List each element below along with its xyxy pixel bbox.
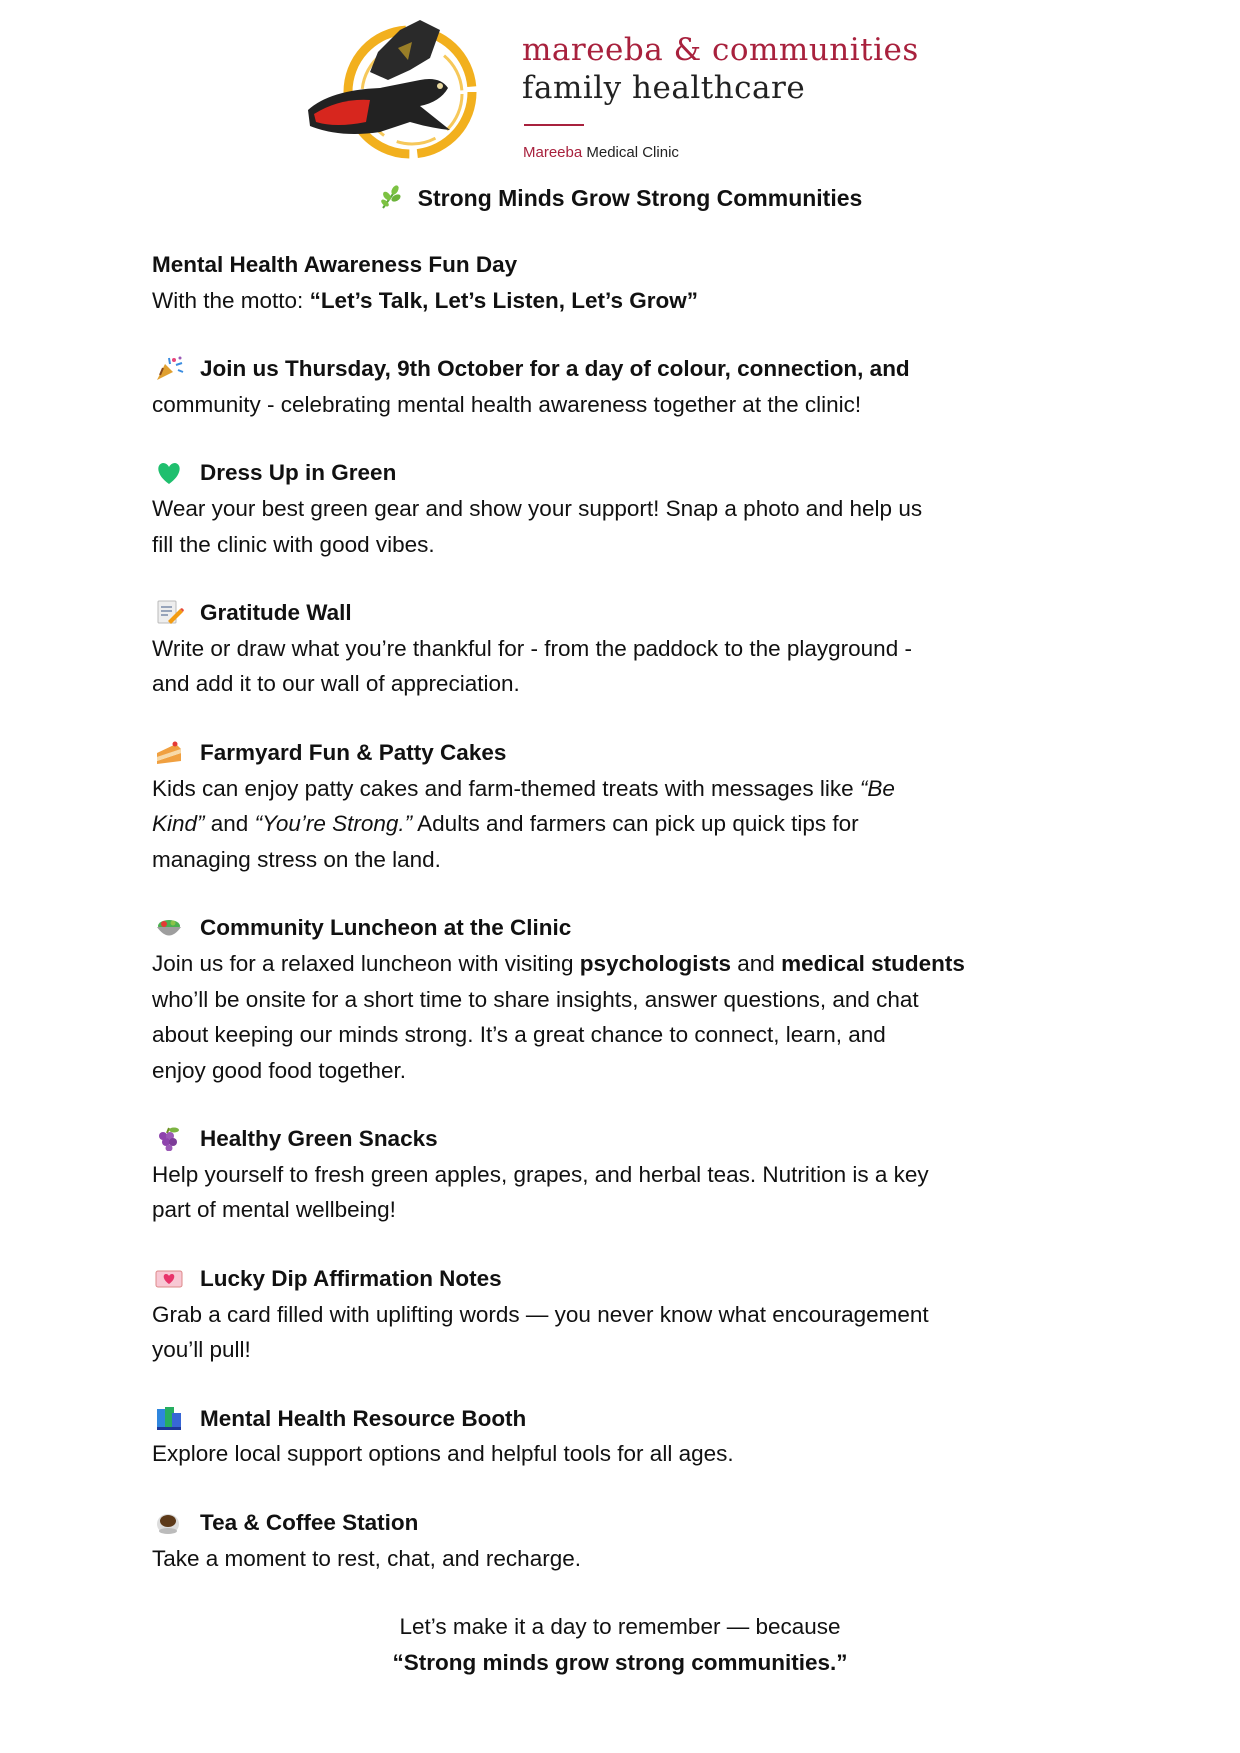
text-line [152, 387, 1112, 423]
section-tea-coffee [152, 1505, 1112, 1576]
text: who’ll be onsite for a short time to share insights, answer questions, and chat [152, 986, 919, 1012]
text: and [204, 811, 255, 837]
bold-text: Join us Thursday, 9th October [200, 356, 524, 382]
bold-text: Farmyard Fun & Patty Cakes [200, 739, 507, 765]
coffee-icon [154, 1509, 184, 1535]
love-letter-icon [154, 1265, 184, 1291]
italic-text: “You’re Strong.” [254, 811, 413, 837]
text-line [152, 631, 1112, 667]
section-community-luncheon [152, 910, 1112, 1088]
text-line [152, 806, 1112, 842]
section-healthy-snacks [152, 1121, 1112, 1228]
text: community - celebrating mental health awareness together at the clinic! [152, 391, 862, 417]
text: Join us for a relaxed luncheon with visiting [152, 950, 580, 976]
section-join-us [152, 351, 1112, 422]
text-line [152, 1157, 1112, 1193]
text-line [152, 491, 1112, 527]
section-heading [152, 1261, 1112, 1297]
books-icon [154, 1405, 184, 1431]
bold-text: Mental Health Awareness Fun Day [152, 252, 518, 277]
bold-text: Tea & Coffee Station [200, 1510, 419, 1536]
bold-text: Dress Up in Green [200, 460, 397, 486]
section-intro [152, 247, 1112, 318]
text: fill the clinic with good vibes. [152, 531, 435, 557]
section-heading [152, 735, 1112, 771]
logo-line-1: mareeba & communities [522, 32, 919, 68]
bold-text: Gratitude Wall [200, 600, 352, 626]
text-line [0, 1645, 1240, 1681]
text: Write or draw what you’re thankful for - from the paddock to the playground - [152, 635, 912, 661]
bold-text: “Let’s Talk, Let’s Listen, Let’s Grow” [309, 287, 698, 313]
clinic-logo [300, 10, 950, 170]
section-heading [152, 351, 1112, 387]
italic-text: Kind” [152, 811, 205, 837]
text: Adults and farmers can pick up quick tips for [412, 811, 859, 837]
tagline [0, 184, 1240, 212]
text: about keeping our minds strong. It’s a great chance to connect, learn, and [152, 1022, 886, 1048]
text-line [152, 946, 1112, 982]
black-cockatoo-logo-icon [300, 10, 510, 160]
bold-text: Healthy Green Snacks [200, 1126, 438, 1152]
text-line [152, 1053, 1112, 1089]
grapes-icon [154, 1125, 184, 1151]
text-line [152, 1436, 1112, 1472]
salad-icon [154, 914, 184, 940]
text: With the motto: [152, 287, 310, 313]
green-heart-icon [154, 459, 184, 485]
bold-text: medical students [781, 950, 965, 976]
section-heading [152, 1121, 1112, 1157]
text: Help yourself to fresh green apples, grapes, and herbal teas. Nutrition is a key [152, 1161, 929, 1187]
text-line [152, 842, 1112, 878]
section-resource-booth [152, 1401, 1112, 1472]
text: enjoy good food together. [152, 1057, 406, 1083]
text-line [152, 982, 1112, 1018]
section-farmyard-fun [152, 735, 1112, 877]
memo-icon [154, 599, 184, 625]
section-heading [152, 1401, 1112, 1437]
logo-clinic-town: Mareeba [523, 144, 583, 161]
text-line [152, 247, 1112, 283]
text: for a day of colour, connection, and [523, 356, 910, 382]
section-dress-up [152, 455, 1112, 562]
bold-text: psychologists [579, 950, 732, 976]
party-popper-icon [154, 355, 184, 381]
text: Kids can enjoy patty cakes and farm-themed treats with messages like [152, 775, 860, 801]
logo-divider [524, 124, 584, 126]
text: Let’s make it a day to remember — because [399, 1614, 841, 1640]
text-line [152, 666, 1112, 702]
logo-clinic-rest: Medical Clinic [582, 144, 679, 161]
tagline-text: Strong Minds Grow Strong Communities [417, 185, 863, 211]
cake-icon [154, 739, 184, 765]
text-line [152, 771, 1112, 807]
text: and add it to our wall of appreciation. [152, 671, 520, 697]
section-gratitude-wall [152, 595, 1112, 702]
text: you’ll pull! [152, 1337, 251, 1363]
text: Take a moment to rest, chat, and recharge. [152, 1545, 581, 1571]
text-line [152, 1192, 1112, 1228]
flyer-body [152, 247, 1112, 1713]
text-line [152, 1541, 1112, 1577]
text: Wear your best green gear and show your support! Snap a photo and help us [152, 495, 923, 521]
text: managing stress on the land. [152, 846, 441, 872]
bold-text: Lucky Dip Affirmation Notes [200, 1266, 502, 1292]
text: part of mental wellbeing! [152, 1197, 396, 1223]
text-line [0, 1609, 1240, 1645]
text: Explore local support options and helpful tools for all ages. [152, 1441, 734, 1467]
section-heading [152, 455, 1112, 491]
section-heading [152, 1505, 1112, 1541]
section-heading [152, 595, 1112, 631]
bold-text: “Strong minds grow strong communities.” [392, 1649, 848, 1675]
logo-clinic-name [523, 144, 679, 161]
logo-line-2: family healthcare [522, 70, 806, 106]
italic-text: “Be [859, 775, 895, 801]
section-heading [152, 910, 1112, 946]
text: and [731, 950, 782, 976]
text-line [152, 1017, 1112, 1053]
text-line [152, 527, 1112, 563]
text-line [152, 1332, 1112, 1368]
section-lucky-dip [152, 1261, 1112, 1368]
bold-text: Community Luncheon at the Clinic [200, 915, 572, 941]
herb-icon [378, 184, 404, 210]
text-line [152, 1297, 1112, 1333]
text: Grab a card filled with uplifting words — you never know what encouragement [152, 1301, 929, 1327]
bold-text: Mental Health Resource Booth [200, 1405, 527, 1431]
section-closing [0, 1609, 1240, 1680]
text-line [152, 283, 1112, 319]
